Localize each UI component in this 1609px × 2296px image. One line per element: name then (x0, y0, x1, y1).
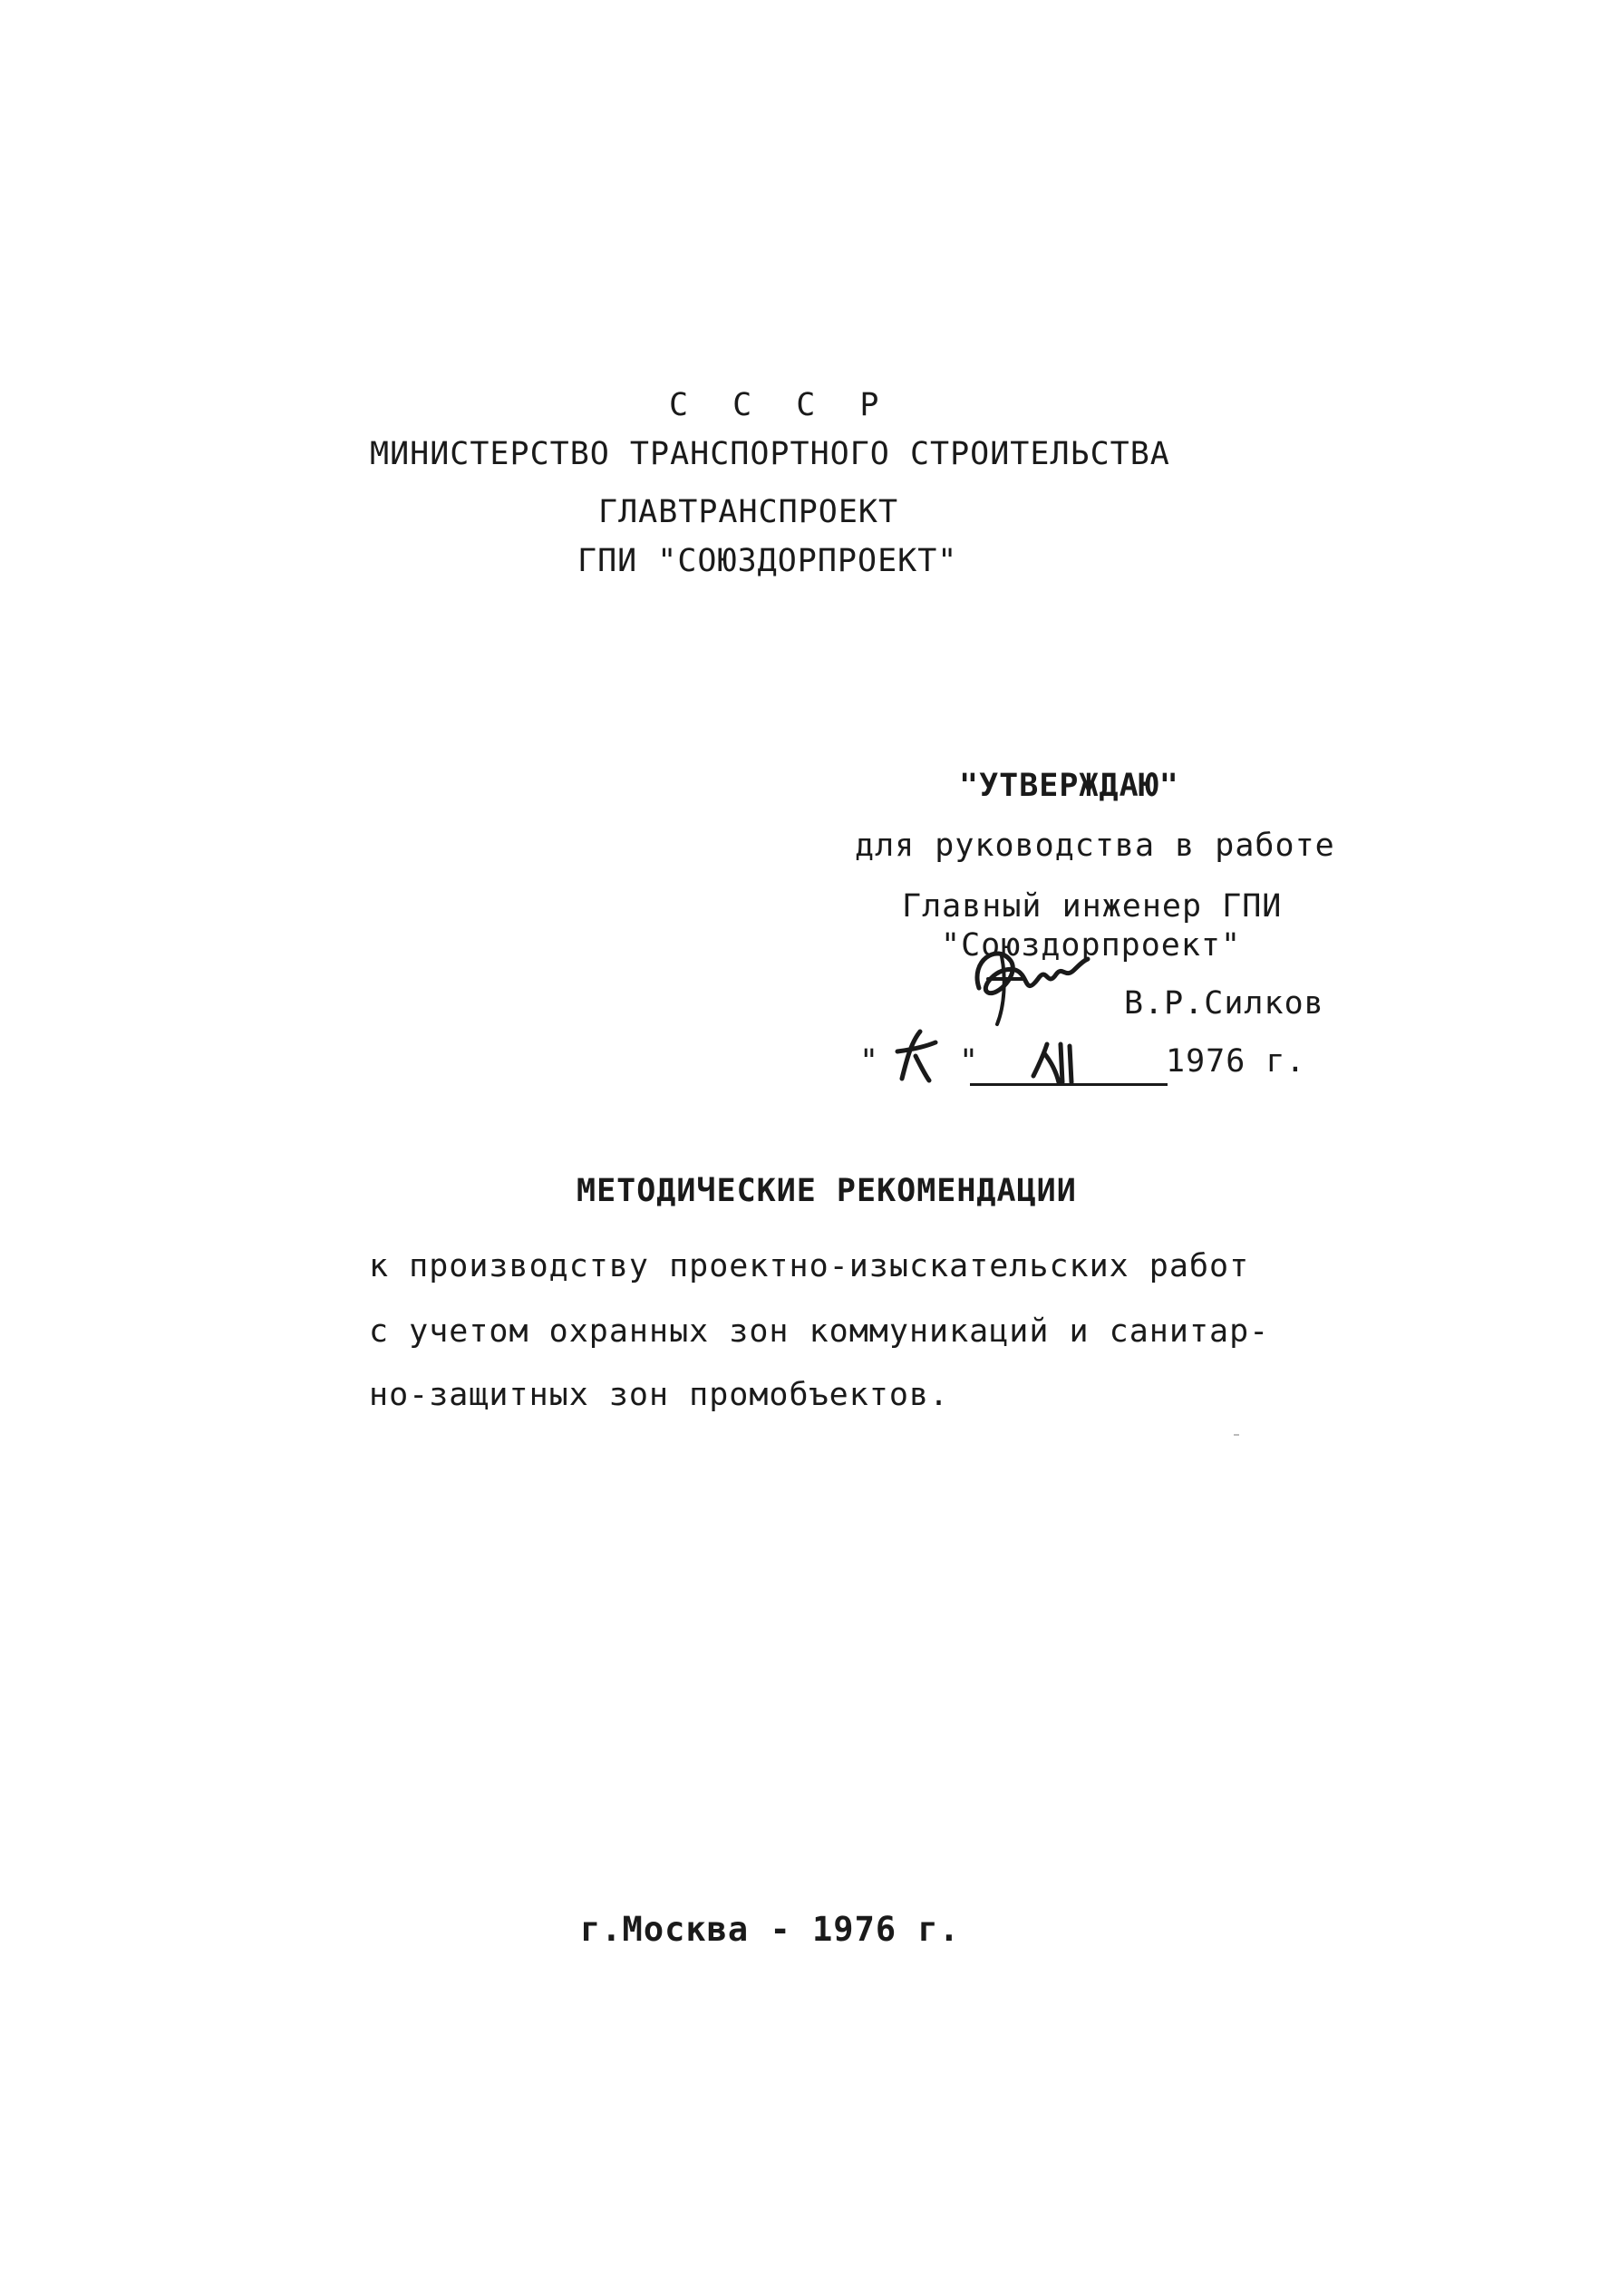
date-close-quote: " (959, 1043, 980, 1080)
approval-stamp: "УТВЕРЖДАЮ" (959, 768, 1179, 804)
description-line: но-защитных зон промобъектов. (369, 1377, 950, 1413)
handwritten-month (1024, 1026, 1088, 1090)
department-heading: ГЛАВТРАНСПРОЕКТ (598, 494, 899, 530)
handwritten-signature (961, 925, 1097, 1033)
description-line: к производству проектно-изыскательских работ (369, 1248, 1250, 1284)
document-title: МЕТОДИЧЕСКИЕ РЕКОМЕНДАЦИИ (577, 1173, 1077, 1209)
place-and-year: г.Москва - 1976 г. (580, 1910, 960, 1949)
date-year: 1976 г. (1166, 1043, 1306, 1080)
description-line: с учетом охранных зон коммуникаций и санитар- (369, 1313, 1270, 1350)
approval-purpose: для руководства в работе (855, 828, 1335, 864)
scan-speck (1234, 1434, 1239, 1436)
date-open-quote: " (859, 1043, 880, 1080)
approver-position: Главный инженер ГПИ (902, 888, 1283, 925)
ministry-heading: МИНИСТЕРСТВО ТРАНСПОРТНОГО СТРОИТЕЛЬСТВА (370, 436, 1170, 472)
institute-heading: ГПИ "СОЮЗДОРПРОЕКТ" (577, 543, 958, 579)
approver-name: В.Р.Силков (1124, 985, 1324, 1022)
approver-organization: "Союздорпроект" (941, 927, 1242, 964)
country-heading: С С С Р (669, 387, 892, 423)
handwritten-day (888, 1024, 943, 1088)
date-underline (970, 1083, 1168, 1086)
